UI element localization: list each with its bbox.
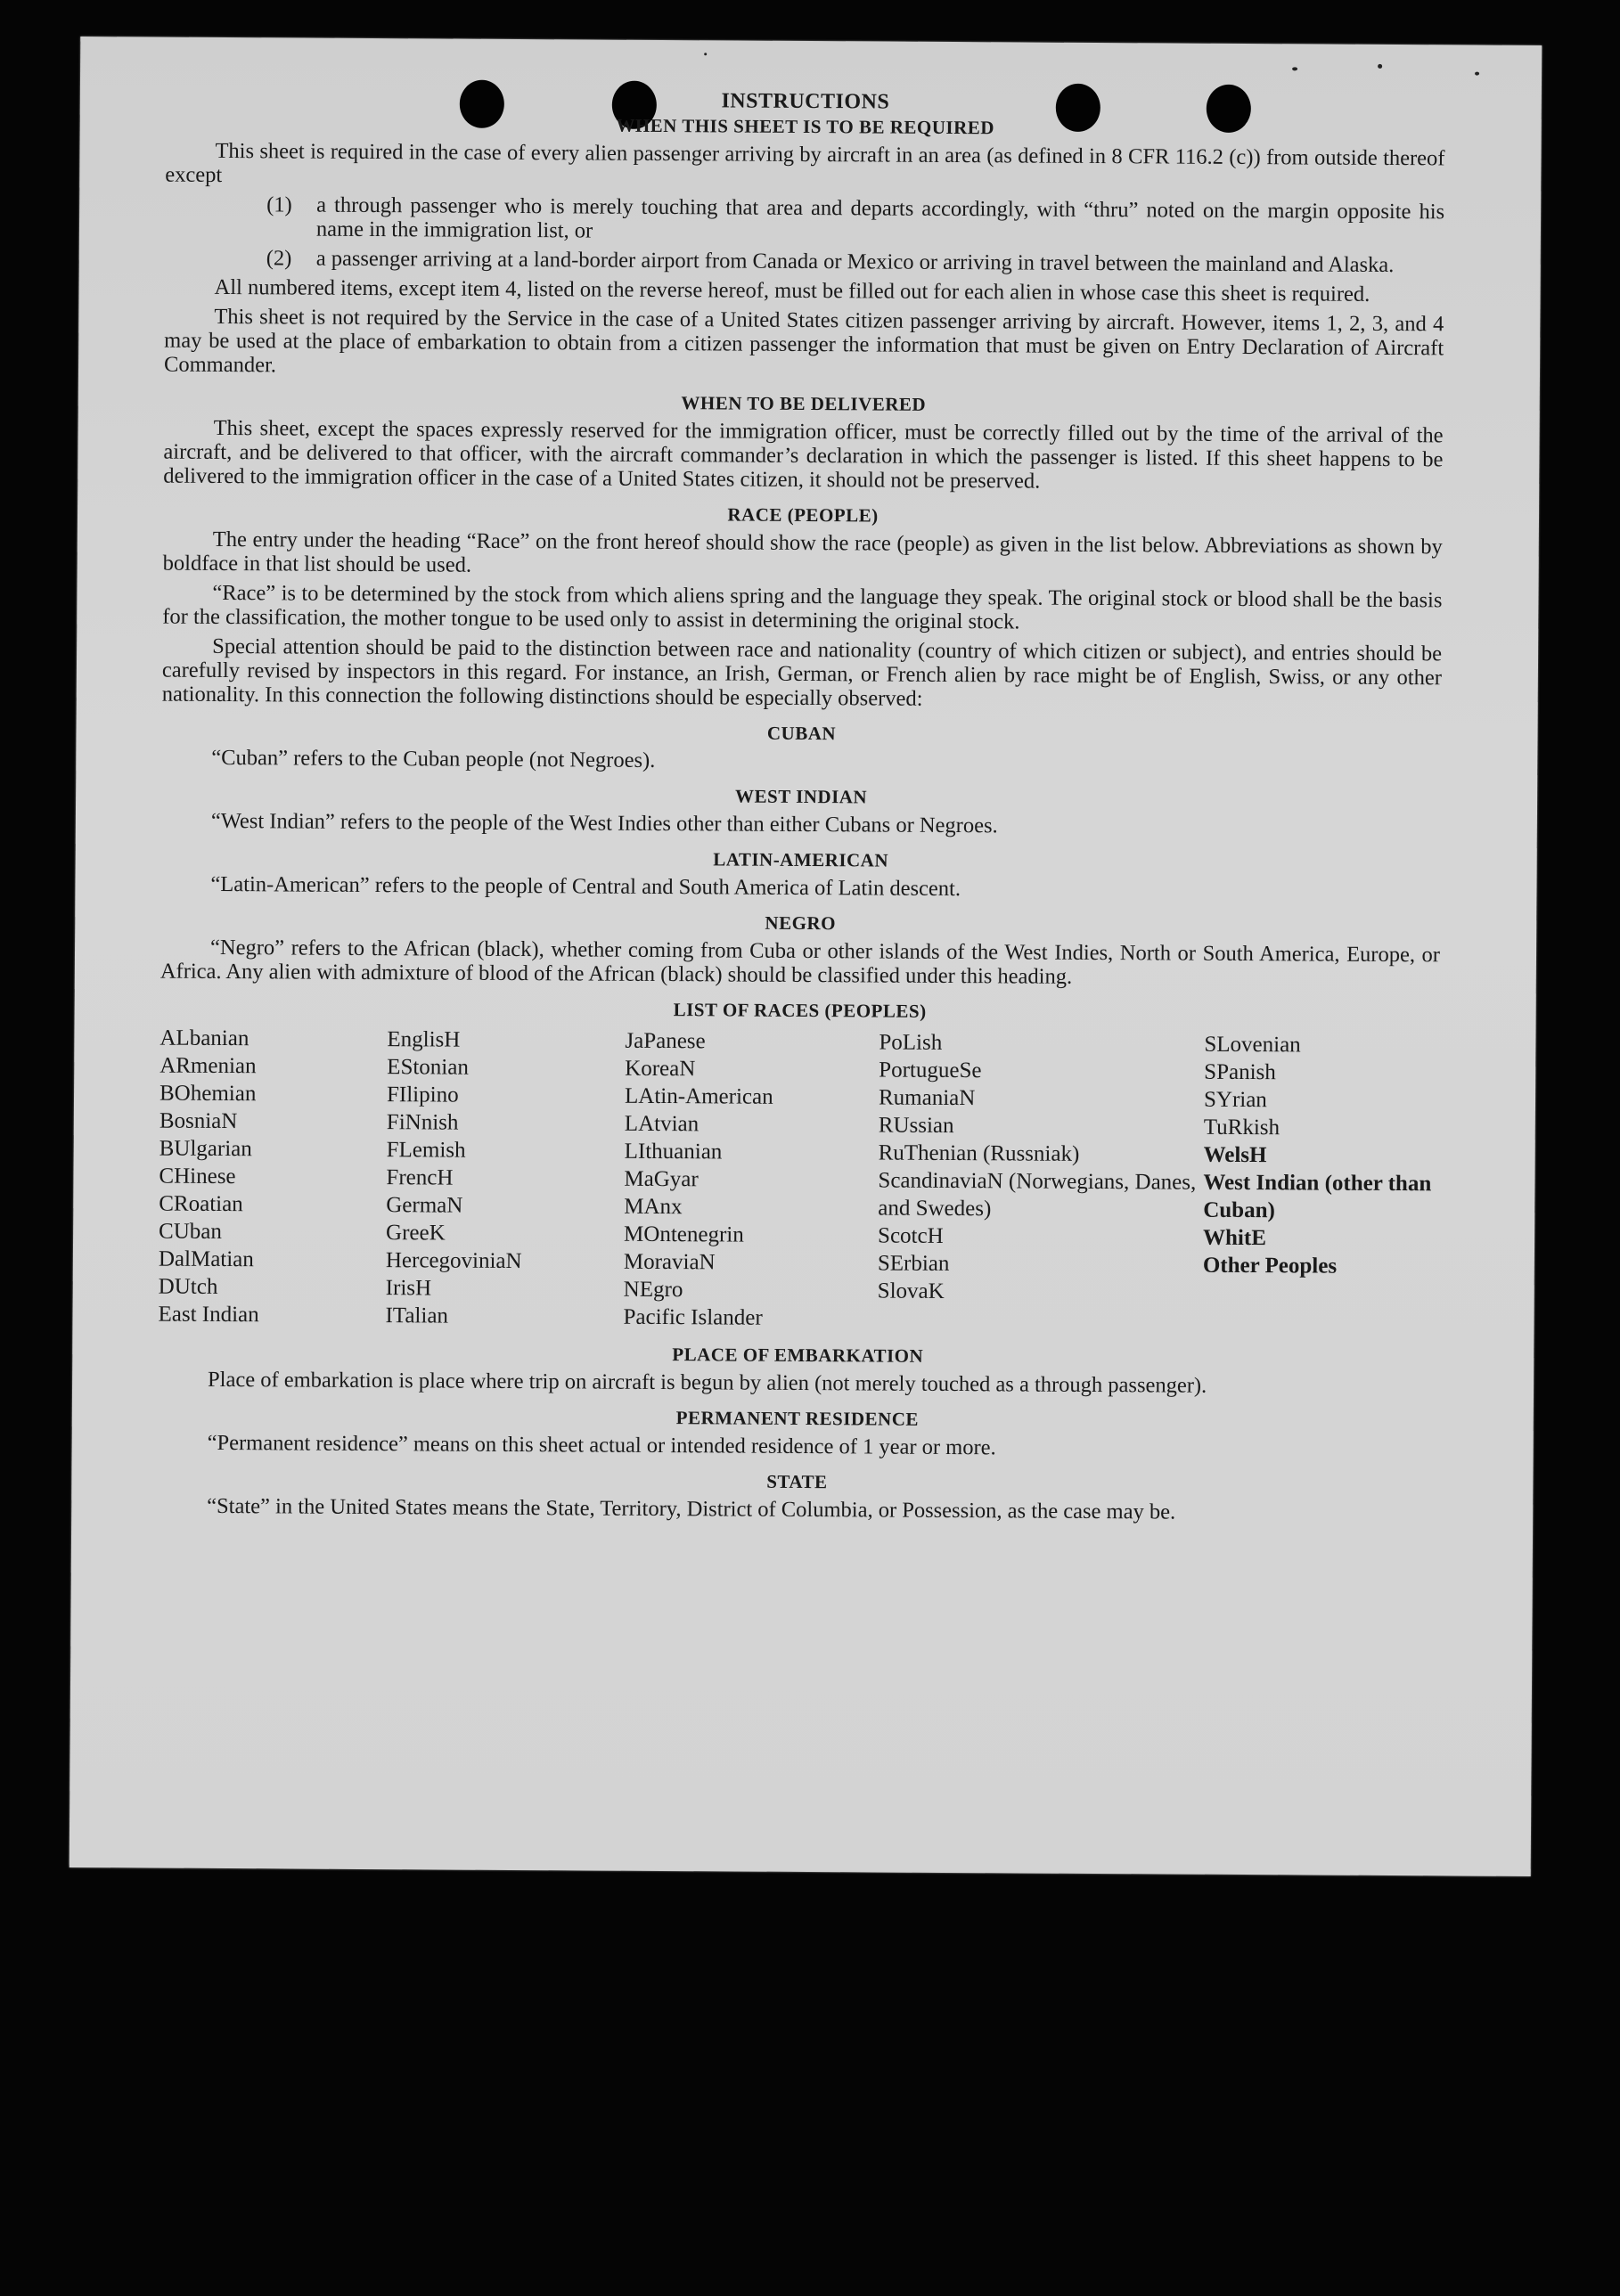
race-entry: BUlgarian	[159, 1136, 252, 1162]
section-title-cuban: CUBAN	[766, 722, 837, 745]
race-entry: Pacific Islander	[623, 1304, 763, 1330]
race-entry: CHinese	[159, 1164, 236, 1189]
instructions-text	[157, 87, 1445, 1532]
race-entry: FLemish	[386, 1138, 466, 1163]
item-number: (2)	[266, 246, 292, 271]
race-entry: HercegoviniaN	[385, 1248, 522, 1274]
race-entry: PoLish	[879, 1030, 943, 1055]
paragraph: Special attention should be paid to the distinction between race and nationality (country of which citizen or subject), and entries should be carefully revised by inspectors in this regard. For instance, an Irish, German, or French alien by race might be of English, Swiss, or any other nationality. In this connection the following distinctions should be especially observed:	[161, 633, 1443, 711]
race-entry: RumaniaN	[878, 1085, 976, 1111]
section-title-latin-american: LATIN-AMERICAN	[713, 848, 889, 871]
race-entry: PortugueSe	[879, 1058, 982, 1083]
definition: “Permanent residence” means on this sheet actual or intended residence of 1 year or more.	[207, 1430, 996, 1460]
section-title-when-delivered: WHEN TO BE DELIVERED	[681, 392, 927, 415]
paper-specks	[80, 37, 1542, 45]
section-title-state: STATE	[766, 1470, 828, 1493]
race-entry: ScotcH	[878, 1223, 944, 1248]
paragraph: The entry under the heading “Race” on the front hereof should show the race (people) as given in the list below. Abbreviations as shown by boldface in that list should be used.	[162, 527, 1443, 577]
paragraph: This sheet, except the spaces expressly reserved for the immigration officer, must be correctly filled out by the time of the arrival of the aircraft, and be delivered to that officer, with the aircraft commander’s declaration in which the passenger is listed. If this sheet happens to be delivered to the immigration officer in the case of a United States citizen, it should not be preserved.	[163, 415, 1444, 494]
races-list	[158, 1025, 1439, 1336]
race-entry: SErbian	[877, 1251, 950, 1276]
race-entry: FiNnish	[386, 1110, 459, 1135]
race-entry: GermaN	[386, 1193, 463, 1218]
paragraph: This sheet is not required by the Service in the case of a United States citizen passenger arriving by aircraft. However, items 1, 2, 3, and 4 may be used at the place of embarkation to obtain from a citizen passenger the information that must be given on Entry Declaration of Aircraft Commander.	[163, 304, 1444, 378]
race-entry: DalMatian	[158, 1246, 254, 1272]
race-entry: RUssian	[878, 1113, 954, 1139]
section-title-negro: NEGRO	[765, 911, 837, 935]
race-entry: East Indian	[158, 1302, 259, 1328]
race-entry: LAtvian	[624, 1111, 700, 1137]
paragraph: This sheet is required in the case of every alien passenger arriving by aircraft in an area (as defined in 8 CFR 116.2 (c)) from outside thereof except	[165, 138, 1445, 187]
page-title: INSTRUCTIONS	[721, 89, 890, 114]
race-entry: ALbanian	[160, 1025, 250, 1051]
race-entry: FIlipino	[386, 1083, 459, 1107]
list-item	[165, 246, 1444, 278]
races-column	[877, 1029, 1204, 1335]
item-number: (1)	[266, 192, 292, 217]
race-entry: MoraviaN	[623, 1249, 716, 1275]
race-entry: JaPanese	[625, 1028, 706, 1054]
race-entry: NEgro	[623, 1277, 683, 1303]
race-entry: West Indian (other than Cuban)	[1203, 1170, 1432, 1223]
race-entry: RuThenian (Russniak)	[878, 1140, 1080, 1166]
race-entry: SlovaK	[877, 1279, 945, 1303]
section-title-races-list: LIST OF RACES (PEOPLES)	[673, 999, 927, 1022]
race-entry: LAtin-American	[624, 1083, 773, 1109]
definition: “Cuban” refers to the Cuban people (not Negroes).	[211, 745, 656, 772]
race-entry: IrisH	[385, 1276, 432, 1301]
item-text: a passenger arriving at a land-border airport from Canada or Mexico or arriving in travel between the mainland and Alaska.	[315, 246, 1395, 278]
race-entry: ARmenian	[160, 1053, 257, 1079]
definition: “Latin-American” refers to the people of Central and South America of Latin descent.	[210, 871, 961, 902]
race-entry: ITalian	[385, 1303, 449, 1328]
paragraph: All numbered items, except item 4, listed on the reverse hereof, must be filled out for each alien in whose case this sheet is required.	[214, 274, 1370, 306]
race-entry: DUtch	[158, 1274, 218, 1299]
race-entry: BOhemian	[159, 1081, 257, 1107]
race-entry: MOntenegrin	[624, 1222, 744, 1247]
race-entry: SLovenian	[1204, 1032, 1301, 1058]
document-sheet	[70, 37, 1542, 1876]
race-entry: Other Peoples	[1202, 1253, 1338, 1279]
paragraph: Place of embarkation is place where trip on aircraft is begun by alien (not merely touched as a through passenger).	[208, 1367, 1207, 1398]
race-entry: SYrian	[1203, 1087, 1267, 1113]
race-entry: BosniaN	[159, 1108, 238, 1134]
definition: “West Indian” refers to the people of the West Indies other than either Cubans or Negroes.	[210, 808, 998, 838]
list-item	[165, 192, 1444, 249]
section-title-embarkation: PLACE OF EMBARKATION	[672, 1344, 924, 1367]
race-entry: MAnx	[624, 1194, 683, 1220]
race-entry: WelsH	[1203, 1142, 1267, 1168]
paragraph: “Negro” refers to the African (black), whether coming from Cuba or other islands of the West Indies, North or South America, Europe, or Africa. Any alien with admixture of blood of the African (black) should be classified under this heading.	[160, 935, 1441, 989]
race-entry: SPanish	[1204, 1059, 1276, 1085]
race-entry: WhitE	[1202, 1225, 1267, 1251]
races-column	[158, 1025, 387, 1330]
races-column	[623, 1027, 879, 1333]
race-entry: TuRkish	[1203, 1115, 1280, 1140]
section-title-residence: PERMANENT RESIDENCE	[675, 1407, 920, 1430]
race-entry: CRoatian	[159, 1191, 243, 1217]
races-column	[385, 1025, 625, 1331]
section-title-race: RACE (PEOPLE)	[727, 503, 879, 527]
paragraph: “State” in the United States means the State, Territory, District of Columbia, or Possession, as the case may be.	[207, 1493, 1176, 1524]
race-entry: CUban	[159, 1219, 223, 1245]
race-entry: EnglisH	[387, 1027, 461, 1052]
race-entry: GreeK	[386, 1221, 446, 1246]
race-entry: FrencH	[386, 1165, 454, 1190]
item-text: a through passenger who is merely touching that area and departs accordingly, with “thru” noted on the margin opposite his name in the immigration list, or	[315, 192, 1445, 243]
section-title-west-indian: WEST INDIAN	[734, 785, 868, 808]
race-entry: MaGyar	[624, 1166, 699, 1192]
section-title-when-required: WHEN THIS SHEET IS TO BE REQUIRED	[616, 114, 995, 139]
race-entry: ScandinaviaN (Norwegians, Danes, and Swedes)	[878, 1168, 1197, 1222]
paragraph: “Race” is to be determined by the stock from which aliens spring and the language they speak. The original stock or blood shall be the basis for the classification, the mother tongue to be used only to assist in determining the original stock.	[162, 580, 1443, 634]
race-entry: LIthuanian	[624, 1139, 723, 1164]
race-entry: KoreaN	[625, 1056, 696, 1082]
races-column	[1202, 1031, 1439, 1336]
race-entry: EStonian	[387, 1055, 469, 1080]
